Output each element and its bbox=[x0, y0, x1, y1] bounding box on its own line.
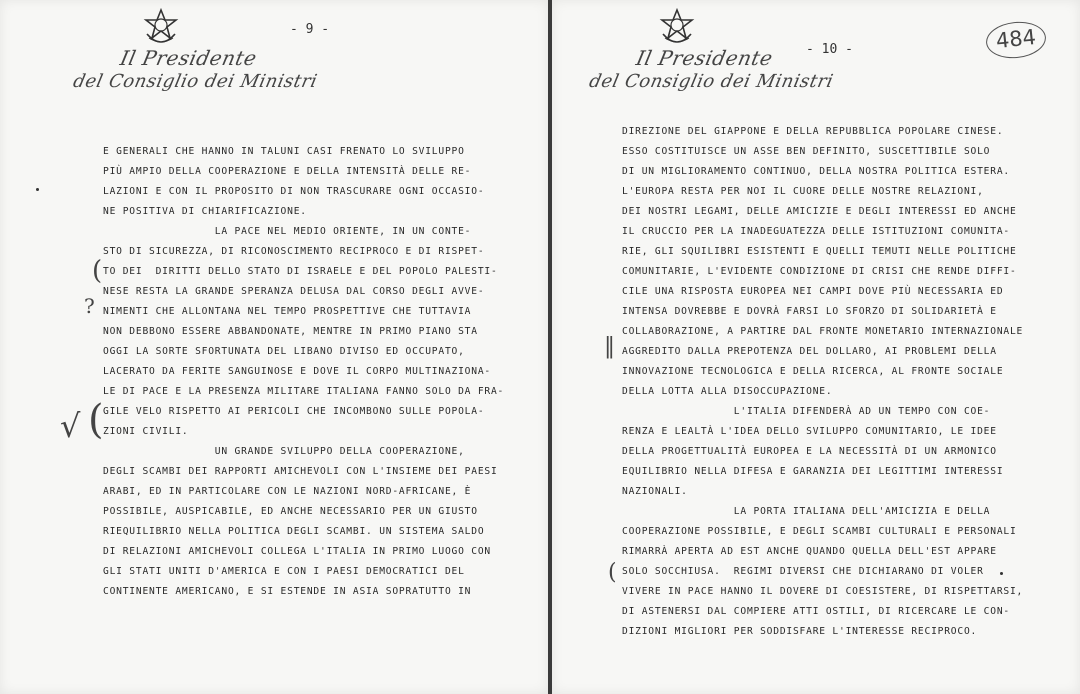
margin-dot bbox=[1000, 572, 1003, 575]
text-line: DIZIONI MIGLIORI PER SODDISFARE L'INTERESSE RECIPROCO. bbox=[622, 626, 978, 637]
text-line: NESE RESTA LA GRANDE SPERANZA DELUSA DAL CORSO DEGLI AVVE- bbox=[103, 286, 485, 297]
text-line: ESSO COSTITUISCE UN ASSE BEN DEFINITO, SUSCETTIBILE SOLO bbox=[622, 146, 991, 157]
text-line: TO DEI DIRITTI DELLO STATO DI ISRAELE E DEL POPOLO PALESTI- bbox=[103, 266, 498, 277]
text-line: NAZIONALI. bbox=[622, 486, 688, 497]
text-line: DIREZIONE DEL GIAPPONE E DELLA REPUBBLICA POPOLARE CINESE. bbox=[622, 126, 1004, 137]
text-line: CILE UNA RISPOSTA EUROPEA NEI CAMPI DOVE PIÙ NECESSARIA ED bbox=[622, 286, 1004, 297]
text-line: LA PACE NEL MEDIO ORIENTE, IN UN CONTE- bbox=[103, 226, 472, 237]
text-line: NE POSITIVA DI CHIARIFICAZIONE. bbox=[103, 206, 307, 217]
margin-bracket-mark: ( bbox=[92, 256, 103, 286]
right-page bbox=[552, 0, 1080, 694]
page-number: - 10 - bbox=[806, 42, 853, 57]
text-line: GILE VELO RISPETTO AI PERICOLI CHE INCOMBONO SULLE POPOLA- bbox=[103, 406, 485, 417]
text-line: LACERATO DA FERITE SANGUINOSE E DOVE IL CORPO MULTINAZIONA- bbox=[103, 366, 491, 377]
text-line: DEGLI SCAMBI DEI RAPPORTI AMICHEVOLI CON L'INSIEME DEI PAESI bbox=[103, 466, 498, 477]
letterhead-title: Il Presidente bbox=[634, 46, 776, 70]
text-line: RENZA E LEALTÀ L'IDEA DELLO SVILUPPO COMUNITARIO, LE IDEE bbox=[622, 426, 997, 437]
text-line: COOPERAZIONE POSSIBILE, E DEGLI SCAMBI CULTURALI E PERSONALI bbox=[622, 526, 1017, 537]
text-line: LE DI PACE E LA PRESENZA MILITARE ITALIANA FANNO SOLO DA FRA- bbox=[103, 386, 505, 397]
text-line: COMUNITARIE, L'EVIDENTE CONDIZIONE DI CRISI CHE RENDE DIFFI- bbox=[622, 266, 1017, 277]
text-line: GLI STATI UNITI D'AMERICA E CON I PAESI DEMOCRATICI DEL bbox=[103, 566, 465, 577]
text-line: ZIONI CIVILI. bbox=[103, 426, 189, 437]
archive-number-stamp: 484 bbox=[984, 19, 1047, 61]
text-line: EQUILIBRIO NELLA DIFESA E GARANZIA DEI LEGITTIMI INTERESSI bbox=[622, 466, 1004, 477]
text-line: NIMENTI CHE ALLONTANA NEL TEMPO PROSPETTIVE CHE TUTTAVIA bbox=[103, 306, 472, 317]
text-line: DI ASTENERSI DAL COMPIERE ATTI OSTILI, DI RICERCARE LE CON- bbox=[622, 606, 1010, 617]
text-line: DI UN MIGLIORAMENTO CONTINUO, DELLA NOSTRA POLITICA ESTERA. bbox=[622, 166, 1010, 177]
margin-question-mark: ? bbox=[84, 294, 95, 318]
text-line: INTENSA DOVREBBE E DOVRÀ FARSI LO SFORZO DI SOLIDARIETÀ E bbox=[622, 306, 997, 317]
italian-republic-emblem-icon bbox=[658, 8, 696, 48]
text-line: L'EUROPA RESTA PER NOI IL CUORE DELLE NOSTRE RELAZIONI, bbox=[622, 186, 984, 197]
text-line: VIVERE IN PACE HANNO IL DOVERE DI COESISTERE, DI RISPETTARSI, bbox=[622, 586, 1024, 597]
letterhead bbox=[587, 46, 841, 94]
text-line: ARABI, ED IN PARTICOLARE CON LE NAZIONI NORD-AFRICANE, È bbox=[103, 486, 472, 497]
text-line: DELLA PROGETTUALITÀ EUROPEA E LA NECESSITÀ DI UN ARMONICO bbox=[622, 446, 997, 457]
text-line: CONTINENTE AMERICANO, E SI ESTENDE IN ASIA SOPRATUTTO IN bbox=[103, 586, 472, 597]
letterhead-title: Il Presidente bbox=[118, 46, 260, 70]
text-line: UN GRANDE SVILUPPO DELLA COOPERAZIONE, bbox=[103, 446, 465, 457]
text-line: AGGREDITO DALLA PREPOTENZA DEL DOLLARO, AI PROBLEMI DELLA bbox=[622, 346, 997, 357]
text-line: COLLABORAZIONE, A PARTIRE DAL FRONTE MONETARIO INTERNAZIONALE bbox=[622, 326, 1024, 337]
text-line: RIE, GLI SQUILIBRI ESISTENTI E QUELLI TEMUTI NELLE POLITICHE bbox=[622, 246, 1017, 257]
left-page-body bbox=[103, 142, 504, 602]
margin-bracket-mark: ( bbox=[608, 560, 617, 585]
text-line: DEI NOSTRI LEGAMI, DELLE AMICIZIE E DEGLI INTERESSI ED ANCHE bbox=[622, 206, 1017, 217]
text-line: RIMARRÀ APERTA AD EST ANCHE QUANDO QUELLA DELL'EST APPARE bbox=[622, 546, 997, 557]
margin-check-mark: √ bbox=[60, 407, 81, 445]
letterhead-subtitle: del Consiglio dei Ministri bbox=[587, 71, 836, 92]
text-line: E GENERALI CHE HANNO IN TALUNI CASI FRENATO LO SVILUPPO bbox=[103, 146, 465, 157]
text-line: INNOVAZIONE TECNOLOGICA E DELLA RICERCA, AL FRONTE SOCIALE bbox=[622, 366, 1004, 377]
right-page-body bbox=[622, 122, 1023, 642]
italian-republic-emblem-icon bbox=[142, 8, 180, 48]
text-line: LAZIONI E CON IL PROPOSITO DI NON TRASCURARE OGNI OCCASIO- bbox=[103, 186, 485, 197]
margin-dot bbox=[36, 188, 39, 191]
text-line: PIÙ AMPIO DELLA COOPERAZIONE E DELLA INTENSITÀ DELLE RE- bbox=[103, 166, 472, 177]
text-line: SOLO SOCCHIUSA. REGIMI DIVERSI CHE DICHIARANO DI VOLER bbox=[622, 566, 984, 577]
text-line: POSSIBILE, AUSPICABILE, ED ANCHE NECESSARIO PER UN GIUSTO bbox=[103, 506, 478, 517]
text-line: DELLA LOTTA ALLA DISOCCUPAZIONE. bbox=[622, 386, 833, 397]
letterhead bbox=[71, 46, 325, 94]
text-line: NON DEBBONO ESSERE ABBANDONATE, MENTRE IN PRIMO PIANO STA bbox=[103, 326, 478, 337]
page-number: - 9 - bbox=[290, 22, 330, 37]
text-line: OGGI LA SORTE SFORTUNATA DEL LIBANO DIVISO ED OCCUPATO, bbox=[103, 346, 465, 357]
text-line: LA PORTA ITALIANA DELL'AMICIZIA E DELLA bbox=[622, 506, 991, 517]
margin-bar-mark: ‖ bbox=[604, 334, 615, 359]
letterhead-subtitle: del Consiglio dei Ministri bbox=[71, 71, 320, 92]
text-line: RIEQUILIBRIO NELLA POLITICA DEGLI SCAMBI. UN SISTEMA SALDO bbox=[103, 526, 485, 537]
text-line: STO DI SICUREZZA, DI RICONOSCIMENTO RECIPROCO E DI RISPET- bbox=[103, 246, 485, 257]
text-line: DI RELAZIONI AMICHEVOLI COLLEGA L'ITALIA IN PRIMO LUOGO CON bbox=[103, 546, 491, 557]
margin-bracket-mark-2: ( bbox=[88, 397, 104, 443]
text-line: L'ITALIA DIFENDERÀ AD UN TEMPO CON COE- bbox=[622, 406, 991, 417]
text-line: IL CRUCCIO PER LA INADEGUATEZZA DELLE ISTITUZIONI COMUNITA- bbox=[622, 226, 1010, 237]
